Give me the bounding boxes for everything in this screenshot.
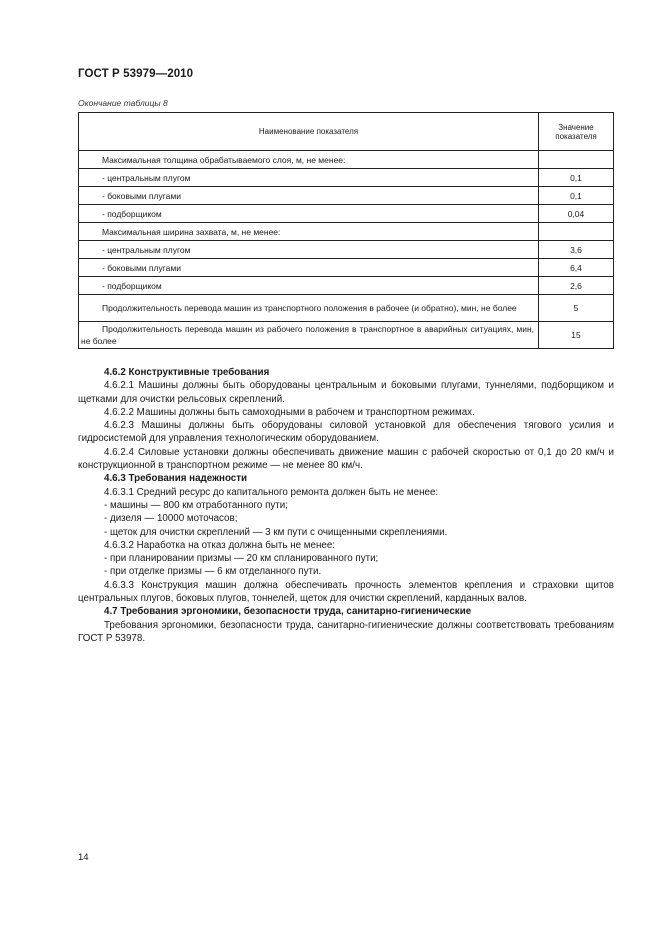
paragraph-4-6-3-1: 4.6.3.1 Средний ресурс до капитального ремонта должен быть не менее: [104, 486, 439, 498]
row-value: 0,1 [539, 169, 614, 187]
table-row [79, 295, 614, 322]
row-name: Максимальная толщина обрабатываемого слоя, м, не менее: [79, 151, 539, 169]
row-name: Максимальная ширина захвата, м, не менее: [79, 223, 539, 241]
row-name: Продолжительность перевода машин из рабочего положения в транспортное в аварийных ситуациях, мин, не более [79, 322, 539, 349]
section-heading-4-7: 4.7 Требования эргономики, безопасности труда, санитарно-гигиенические [104, 606, 472, 618]
row-name: - боковыми плугами [79, 259, 539, 277]
row-name: Продолжительность перевода машин из транспортного положения в рабочее (и обратно), мин, не более [79, 295, 539, 322]
row-value: 2,6 [539, 277, 614, 295]
row-name: - боковыми плугами [79, 187, 539, 205]
table-caption: Окончание таблицы 8 [78, 98, 168, 108]
list-item: - при планировании призмы — 20 км спланированного пути; [104, 553, 379, 565]
column-header-value: Значение показателя [539, 113, 614, 151]
list-item: - при отделке призмы — 6 км отделанного пути. [104, 566, 322, 578]
page-number: 14 [78, 852, 89, 863]
row-value: 3,6 [539, 241, 614, 259]
row-name: - центральным плугом [79, 169, 539, 187]
column-header-name: Наименование показателя [79, 113, 539, 151]
table-row [79, 322, 614, 349]
paragraph-4-6-3-2: 4.6.3.2 Наработка на отказ должна быть не менее: [104, 539, 336, 551]
row-value: 5 [539, 295, 614, 322]
list-item: - дизеля — 10000 моточасов; [104, 513, 238, 525]
row-value: 0,1 [539, 187, 614, 205]
row-value [539, 223, 614, 241]
section-heading-4-6-2: 4.6.2 Конструктивные требования [104, 367, 270, 378]
table-row [79, 259, 614, 277]
row-value: 6,4 [539, 259, 614, 277]
paragraph-4-7: Требования эргономики, безопасности труда, санитарно-гигиенические должны соответствовать требованиям ГОСТ Р 53978. [78, 619, 614, 644]
body-text [78, 366, 614, 645]
paragraph-4-6-2-1: 4.6.2.1 Машины должны быть оборудованы центральным и боковыми плугами, туннелями, подборщиком и щетками для очистки рельсовых скреплений. [78, 380, 614, 405]
table-row [79, 223, 614, 241]
row-name: - подборщиком [79, 205, 539, 223]
table-row [79, 205, 614, 223]
table-row [79, 241, 614, 259]
specification-table [78, 112, 614, 349]
row-value: 0,04 [539, 205, 614, 223]
table-header-row [79, 113, 614, 151]
list-item: - машины — 800 км отработанного пути; [104, 499, 288, 511]
document-id: ГОСТ Р 53979—2010 [78, 68, 194, 80]
paragraph-4-6-2-3: 4.6.2.3 Машины должны быть оборудованы силовой установкой для обеспечения тягового усилия и гидросистемой для управления технологическим оборудованием. [78, 420, 614, 445]
paragraph-4-6-3-3: 4.6.3.3 Конструкция машин должна обеспечивать прочность элементов крепления и страховки щитов центральных плугов, боковых плугов, тоннелей, щеток для очистки скреплений, карданных валов. [78, 579, 614, 605]
list-item: - щеток для очистки скреплений — 3 км пути с очищенными скреплениями. [104, 526, 448, 538]
row-value: 15 [539, 322, 614, 349]
table-row [79, 187, 614, 205]
table-row [79, 151, 614, 169]
row-name: - подборщиком [79, 277, 539, 295]
paragraph-4-6-2-2: 4.6.2.2 Машины должны быть самоходными в рабочем и транспортном режимах. [104, 406, 475, 418]
section-heading-4-6-3: 4.6.3 Требования надежности [104, 473, 248, 485]
row-value [539, 151, 614, 169]
paragraph-4-6-2-4: 4.6.2.4 Силовые установки должны обеспечивать движение машин с рабочей скоростью от 0,1 до 20 км/ч и конструкционной в транспортном режиме — не менее 80 км/ч. [78, 446, 614, 472]
row-name: - центральным плугом [79, 241, 539, 259]
table-row [79, 169, 614, 187]
table-row [79, 277, 614, 295]
